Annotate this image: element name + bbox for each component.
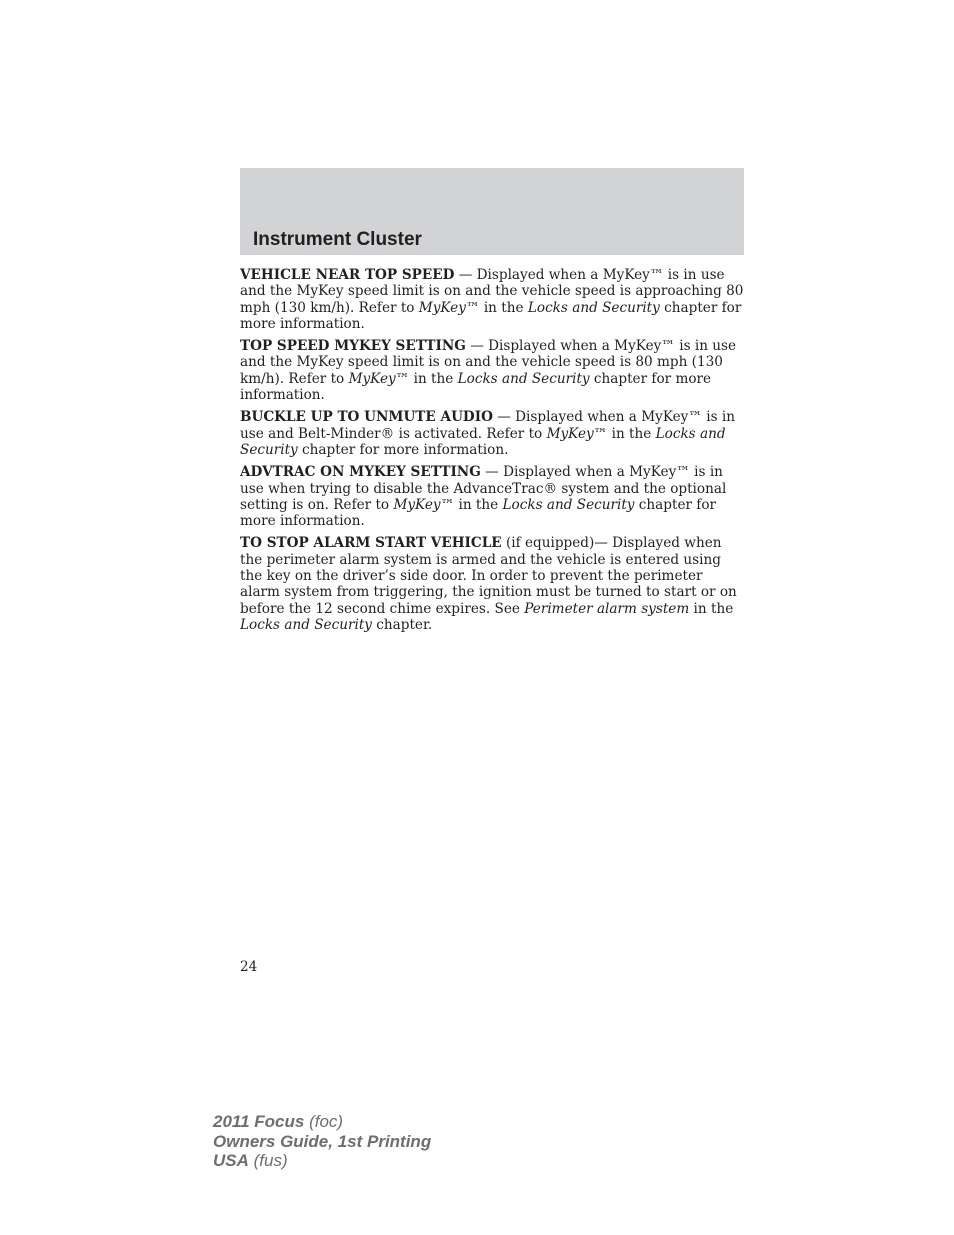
entry-top-speed-mykey-setting: TOP SPEED MYKEY SETTING — Displayed when a MyKey™ is in use and the MyKey speed limit is on and the vehicle speed is 80 mph (130 km/h). Refer to MyKey™ in the Locks and Security chapter for more information.	[240, 338, 737, 404]
cross-reference: MyKey™	[393, 496, 455, 513]
document-footer	[213, 1112, 431, 1171]
entry-heading: BUCKLE UP TO UNMUTE AUDIO	[240, 409, 493, 426]
cross-reference: MyKey™	[418, 299, 480, 316]
entry-heading: ADVTRAC ON MYKEY SETTING	[240, 464, 481, 481]
entry-to-stop-alarm-start-vehicle: TO STOP ALARM START VEHICLE (if equipped)— Displayed when the perimeter alarm system is armed and the vehicle is entered using the key on the driver’s side door. In order to prevent the perimeter alarm system from triggering, the ignition must be turned to start or on before the 12 second chime expires. See Perimeter alarm system in the Locks and Security chapter.	[240, 535, 737, 633]
footer-model-line: 2011 Focus (foc)	[213, 1112, 344, 1131]
section-title: Instrument Cluster	[253, 229, 422, 250]
footer-market-line: USA (fus)	[213, 1151, 288, 1170]
chapter-reference: Locks and Security	[240, 425, 726, 458]
entry-buckle-up-to-unmute-audio: BUCKLE UP TO UNMUTE AUDIO — Displayed when a MyKey™ is in use and Belt-Minder® is activated. Refer to MyKey™ in the Locks and Security chapter for more information.	[240, 409, 735, 458]
footer-guide-line: Owners Guide, 1st Printing	[213, 1131, 432, 1151]
page-number: 24	[240, 959, 258, 975]
section-header-band	[240, 168, 744, 255]
cross-reference: MyKey™	[546, 425, 608, 442]
entry-heading: TO STOP ALARM START VEHICLE	[240, 535, 502, 552]
chapter-reference: Locks and Security	[240, 616, 372, 633]
page-body	[240, 267, 746, 639]
entry-heading: VEHICLE NEAR TOP SPEED	[240, 267, 455, 283]
entry-heading: TOP SPEED MYKEY SETTING	[240, 338, 466, 355]
cross-reference: Perimeter alarm system	[524, 600, 690, 617]
chapter-reference: Locks and Security	[457, 370, 590, 387]
entry-advtrac-on-mykey-setting: ADVTRAC ON MYKEY SETTING — Displayed when a MyKey™ is in use when trying to disable the AdvanceTrac® system and the optional setting is on. Refer to MyKey™ in the Locks and Security chapter for more information.	[240, 464, 727, 530]
chapter-reference: Locks and Security	[502, 496, 635, 513]
chapter-reference: Locks and Security	[527, 299, 660, 316]
cross-reference: MyKey™	[348, 370, 410, 387]
entry-vehicle-near-top-speed: VEHICLE NEAR TOP SPEED — Displayed when a MyKey™ is in use and the MyKey speed limit is on and the vehicle speed is approaching 80 mph (130 km/h). Refer to MyKey™ in the Locks and Security chapter for more information.	[240, 267, 744, 332]
